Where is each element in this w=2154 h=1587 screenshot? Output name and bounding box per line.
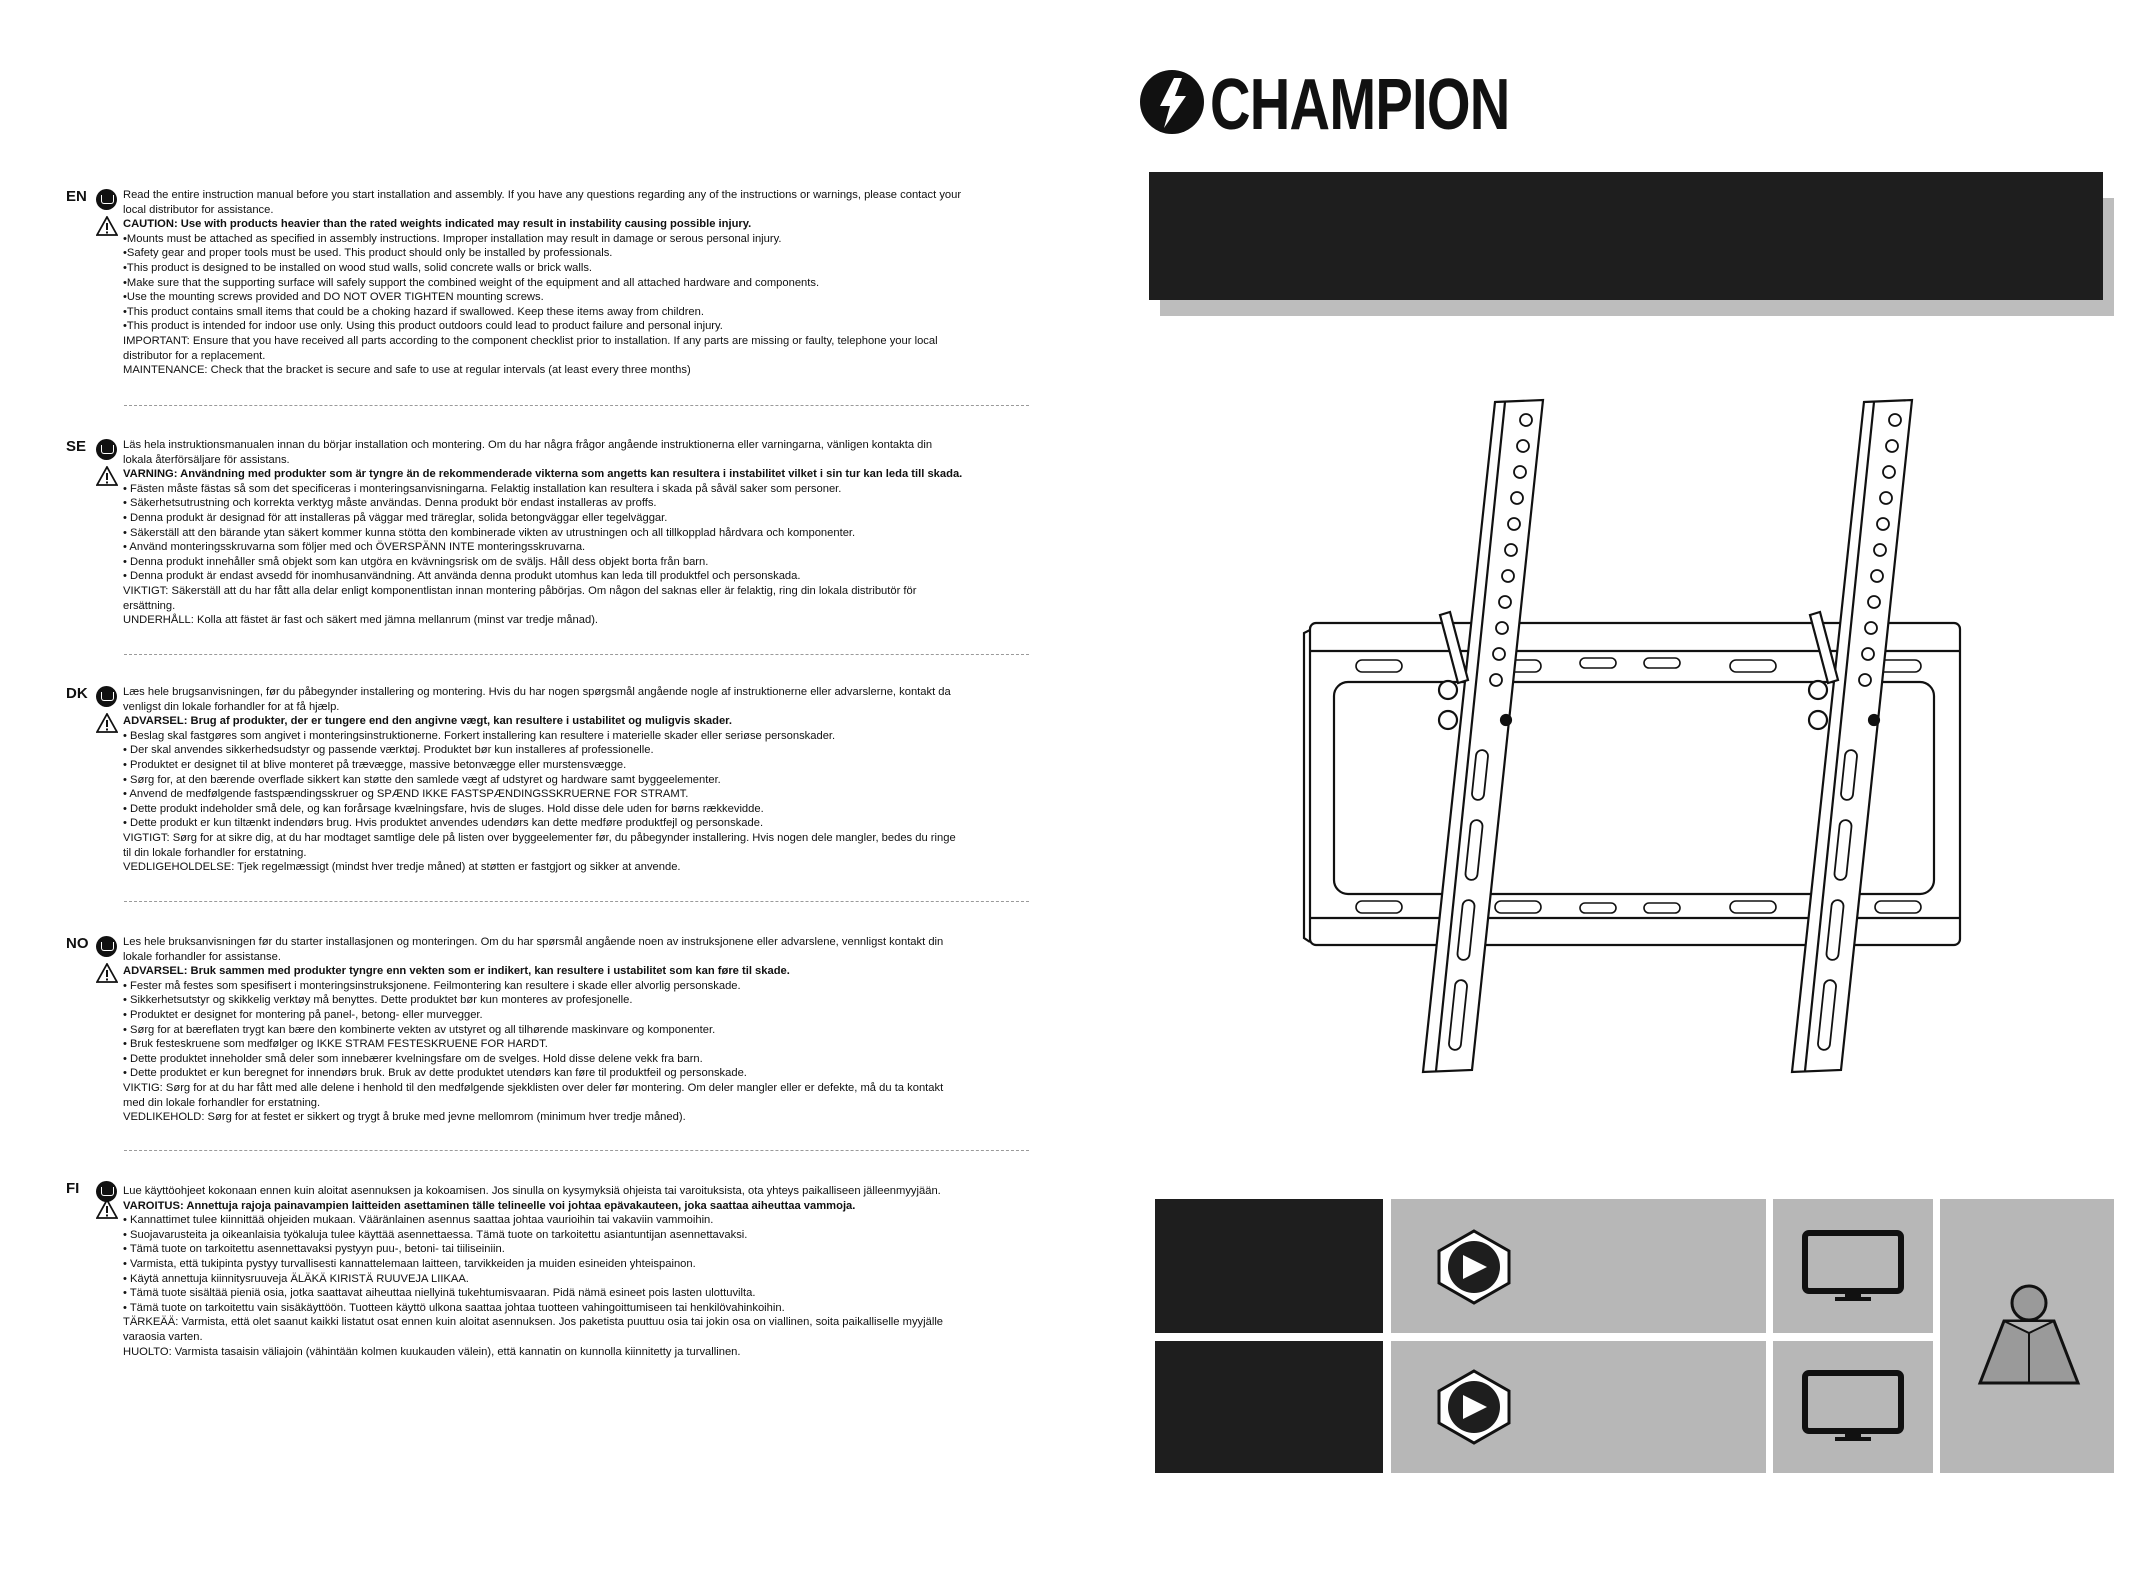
instruction-line: • Der skal anvendes sikkerhedsudstyr og passende værktøj. Produktet bør kun installeres af professionelle.: [123, 744, 654, 757]
lang-code: NO: [66, 935, 89, 952]
instruction-line: • Denna produkt är endast avsedd för inomhusanvändning. Att använda denna produkt utomhus kan leda till produktfel och personskada.: [123, 570, 801, 583]
instruction-line: • Säkerhetsutrustning och korrekta verktyg måste användas. Denna produkt bör endast installeras av proffs.: [123, 497, 657, 510]
instruction-line: •Use the mounting screws provided and DO NOT OVER TIGHTEN mounting screws.: [123, 291, 544, 304]
instruction-line: ersättning.: [123, 599, 176, 612]
warning-triangle-icon: [96, 1199, 118, 1219]
section-text: [123, 1184, 1103, 1359]
screen-size-cell: [1773, 1199, 1933, 1333]
instruction-line: • Tämä tuote sisältää pieniä osia, jotka saattavat aiheuttaa niellyinä tukehtumisvaaran. Pidä nämä esineet pois lasten ulottuvilta.: [123, 1287, 756, 1300]
instruction-line: • Kannattimet tulee kiinnittää ohjeiden mukaan. Vääränlainen asennus saattaa johtaa vaurioihin tai vakaviin vammoihin.: [123, 1214, 714, 1227]
tv-mount-illustration: [1290, 390, 1970, 1100]
vesa-badge-icon: [1435, 1229, 1513, 1305]
instruction-line: • Produktet er designet til at blive monteret på trævægge, massive betonvægge eller murstensvægge.: [123, 758, 627, 771]
instruction-line: • Dette produktet inneholder små deler som innebærer kvelningsfare om de svelges. Hold disse delene vekk fra barn.: [123, 1052, 703, 1065]
instruction-line: VEDLIGEHOLDELSE: Tjek regelmæssigt (mindst hver tredje måned) at støtten er fastgjort og sikker at anvende.: [123, 861, 681, 874]
spec-label-cell: [1155, 1199, 1383, 1333]
instruction-line: IMPORTANT: Ensure that you have received all parts according to the component checklist prior to installation. If any parts are missing or faulty, telephone your local: [123, 334, 938, 347]
instruction-line: • Sørg for at bæreflaten trygt kan bære den kombinerte vekten av utstyret og all tilhørende maskinvare og komponenter.: [123, 1023, 716, 1036]
instruction-line: VEDLIKEHOLD: Sørg for at festet er sikkert og trygt å bruke med jevne mellomrom (minimum hver tredje måned).: [123, 1111, 686, 1124]
instruction-line: TÄRKEÄÄ: Varmista, että olet saanut kaikki listatut osat ennen kuin aloitat asennuksen. Jos paketista puuttuu osia tai jokin osa on viallinen, soita paikalliselle myyjälle: [123, 1316, 944, 1329]
instruction-line: Read the entire instruction manual before you start installation and assembly. If you have any questions regarding any of the instructions or warnings, please contact your: [123, 189, 962, 201]
instruction-line: VIKTIGT: Säkerställ att du har fått alla delar enligt komponentlistan innan montering påbörjas. Om någon del saknas eller är felaktig, ring din lokala distributör för: [123, 584, 917, 597]
instruction-line: Läs hela instruktionsmanualen innan du börjar installation och montering. Om du har några frågor angående instruktionerna eller varningarna, vänligen kontakta din: [123, 439, 933, 451]
instruction-line: [123, 1199, 1103, 1214]
title-bar: [1149, 172, 2103, 300]
instruction-line: VIGTIGT: Sørg for at sikre dig, at du har modtaget samtlige dele på listen over byggeelementer før, du påbegynder installering. Hvis nogen dele mangler, bedes du ringe: [123, 831, 956, 844]
section-divider: [124, 901, 1029, 902]
section-divider: [124, 1150, 1029, 1151]
instruction-line: local distributor for assistance.: [123, 203, 274, 216]
instruction-line: [123, 714, 1103, 729]
section-divider: [124, 405, 1029, 406]
instruction-line: til din lokale forhandler for erstatning.: [123, 846, 307, 859]
instruction-line: • Bruk festeskruene som medfølger og IKKE STRAM FESTESKRUENE FOR HARDT.: [123, 1038, 548, 1051]
instruction-line: • Säkerställ att den bärande ytan säkert kommer kunna stötta den kombinerade vikten av utrustningen och all tillkopplad hårdvara och komponenter.: [123, 526, 856, 539]
instruction-line: VIKTIG: Sørg for at du har fått med alle delene i henhold til den medfølgende sjekklisten over deler før montering. Om deler mangler eller er defekte, må du ta kontakt: [123, 1081, 944, 1094]
tv-monitor-icon: [1801, 1229, 1905, 1305]
instruction-line: •This product is intended for indoor use only. Using this product outdoors could lead to product failure and personal injury.: [123, 320, 723, 333]
instruction-line: • Dette produktet er kun beregnet for innendørs bruk. Bruk av dette produktet utendørs kan føre til produktfeil og personskade.: [123, 1067, 747, 1080]
instruction-line: • Fästen måste fästas så som det specificeras i monteringsanvisningarna. Felaktig installation kan resultera i skada på såväl saker som personer.: [123, 482, 842, 495]
instruction-line: [123, 467, 1103, 482]
warning-triangle-icon: [96, 963, 118, 983]
vesa-badge-icon: [1435, 1369, 1513, 1445]
warning-line: ADVARSEL: Bruk sammen med produkter tyngre enn vekten som er indikert, kan resultere i ustabilitet som kan føre til skade.: [123, 965, 790, 978]
read-manual-icon: [96, 189, 117, 210]
instruction-line: • Använd monteringsskruvarna som följer med och ÖVERSPÄNN INTE monteringsskruvarna.: [123, 541, 586, 554]
instruction-line: varaosia varten.: [123, 1330, 203, 1343]
instruction-line: • Dette produkt indeholder små dele, og kan forårsage kvælningsfare, hvis de sluges. Hold disse dele uden for børns rækkevidde.: [123, 802, 764, 815]
instruction-line: • Denna produkt är designad för att installeras på väggar med träreglar, solida betongväggar eller tegelväggar.: [123, 511, 668, 524]
brand-name: CHAMPION: [1210, 65, 1510, 145]
instruction-line: • Varmista, että tukipinta pystyy turvallisesti kannattelemaan laitteen, tarvikkeiden ja muiden esineiden yhteispainon.: [123, 1257, 696, 1270]
instruction-line: • Beslag skal fastgøres som angivet i monteringsinstruktionerne. Forkert installering kan resultere i materielle skader eller seriøse personskader.: [123, 729, 836, 742]
instruction-line: • Sikkerhetsutstyr og skikkelig verktøy må benyttes. Dette produktet bør kun monteres av profesjonelle.: [123, 994, 633, 1007]
instruction-line: lokala återförsäljare för assistans.: [123, 453, 290, 466]
instruction-line: lokale forhandler for assistanse.: [123, 950, 281, 963]
lang-code: FI: [66, 1180, 80, 1197]
instruction-line: •Safety gear and proper tools must be used. This product should only be installed by professionals.: [123, 247, 613, 260]
champion-logo: [1140, 65, 1540, 145]
section-text: [123, 438, 1103, 628]
logo-bolt-icon: [1140, 70, 1204, 134]
instruction-line: • Tämä tuote on tarkoitettu vain sisäkäyttöön. Tuotteen käyttö ulkona saattaa johtaa tuotteen vahingoittumiseen tai henkilövahinkoihin.: [123, 1301, 785, 1314]
instruction-line: [123, 217, 1103, 232]
instruction-line: Lue käyttöohjeet kokonaan ennen kuin aloitat asennuksen ja kokoamisen. Jos sinulla on kysymyksiä ohjeista tai varoituksista, ota yhteys paikalliseen jälleenmyyjään.: [123, 1185, 941, 1197]
instruction-line: • Produktet er designet for montering på panel-, betong- eller murvegger.: [123, 1008, 483, 1021]
instruction-line: • Fester må festes som spesifisert i monteringsinstruksjonene. Feilmontering kan resultere i skade eller alvorlig personskade.: [123, 979, 741, 992]
read-manual-icon: [96, 686, 117, 707]
section-text: [123, 935, 1103, 1125]
instruction-line: • Tämä tuote on tarkoitettu asennettavaksi pystyyn puu-, betoni- tai tiiliseiniin.: [123, 1243, 505, 1256]
instruction-line: • Sørg for, at den bærende overflade sikkert kan støtte den samlede vægt af udstyret og hardware samt byggeelementer.: [123, 773, 721, 786]
vesa-cell: [1391, 1341, 1766, 1473]
screen-size-cell: [1773, 1341, 1933, 1473]
instruction-line: [123, 964, 1103, 979]
instruction-line: •Mounts must be attached as specified in assembly instructions. Improper installation may result in damage or serous personal injury.: [123, 232, 782, 245]
warning-line: VAROITUS: Annettuja rajoja painavampien laitteiden asettaminen tälle telineelle voi johtaa epävakauteen, joka saattaa aiheuttaa vammoja.: [123, 1199, 856, 1212]
instruction-line: venligst din lokale forhandler for at få hjælp.: [123, 700, 340, 713]
instruction-line: •Make sure that the supporting surface will safely support the combined weight of the equipment and all attached hardware and components.: [123, 276, 820, 289]
warning-line: ADVARSEL: Brug af produkter, der er tungere end den angivne vægt, kan resultere i ustabilitet og muligvis skader.: [123, 715, 733, 728]
instruction-line: MAINTENANCE: Check that the bracket is secure and safe to use at regular intervals (at least every three months): [123, 364, 691, 377]
instruction-line: Les hele bruksanvisningen før du starter installasjonen og monteringen. Om du har spørsmål angående noen av instruksjonene eller advarslene, vennligst kontakt din: [123, 936, 944, 948]
warning-line: VARNING: Användning med produkter som är tyngre än de rekommenderade vikterna som angetts kan resultera i instabilitet vilket i sin tur kan leda till skada.: [123, 468, 963, 481]
spec-label-cell: [1155, 1341, 1383, 1473]
warning-triangle-icon: [96, 216, 118, 236]
lang-code: DK: [66, 685, 88, 702]
instruction-line: • Suojavarusteita ja oikeanlaisia työkaluja tulee käyttää asennettaessa. Tämä tuote on tarkoitettu asiantuntijan asennettavaksi.: [123, 1228, 748, 1241]
instruction-line: • Dette produkt er kun tiltænkt indendørs brug. Hvis produktet anvendes udendørs kan dette medføre produktfejl og personskade.: [123, 817, 764, 830]
warning-triangle-icon: [96, 713, 118, 733]
read-manual-icon: [96, 936, 117, 957]
read-manual-icon: [96, 439, 117, 460]
weight-cell: [1940, 1199, 2114, 1473]
instruction-line: • Anvend de medfølgende fastspændingsskruer og SPÆND IKKE FASTSPÆNDINGSSKRUERNE FOR STRAMT.: [123, 788, 689, 801]
tv-monitor-icon: [1801, 1369, 1905, 1445]
lang-code: SE: [66, 438, 87, 455]
instruction-line: med din lokale forhandler for erstatning.: [123, 1096, 321, 1109]
warning-triangle-icon: [96, 466, 118, 486]
instruction-line: •This product is designed to be installed on wood stud walls, solid concrete walls or brick walls.: [123, 261, 593, 274]
lang-code: EN: [66, 188, 87, 205]
instruction-line: • Denna produkt innehåller små objekt som kan utgöra en kvävningsrisk om de sväljs. Håll dess objekt borta från barn.: [123, 555, 709, 568]
instruction-line: UNDERHÅLL: Kolla att fästet är fast och säkert med jämna mellanrum (minst var tredje månad).: [123, 614, 599, 627]
warning-line: CAUTION: Use with products heavier than the rated weights indicated may result in instability causing possible injury.: [123, 218, 752, 231]
instruction-line: distributor for a replacement.: [123, 349, 266, 362]
vesa-cell: [1391, 1199, 1766, 1333]
section-text: [123, 685, 1103, 875]
section-divider: [124, 654, 1029, 655]
section-text: [123, 188, 1103, 378]
instruction-line: • Käytä annettuja kiinnitysruuveja ÄLÄKÄ KIRISTÄ RUUVEJA LIIKAA.: [123, 1272, 469, 1285]
instruction-line: Læs hele brugsanvisningen, før du påbegynder installering og montering. Hvis du har nogen spørgsmål angående nogle af instruktionerne eller advarslerne, kontakt da: [123, 686, 951, 698]
instruction-line: HUOLTO: Varmista tasaisin väliajoin (vähintään kolmen kuukauden välein), että kannatin on kunnolla kiinnitetty ja turvallinen.: [123, 1345, 741, 1358]
weight-icon: [1974, 1281, 2084, 1391]
instruction-line: •This product contains small items that could be a choking hazard if swallowed. Keep these items away from children.: [123, 305, 704, 318]
